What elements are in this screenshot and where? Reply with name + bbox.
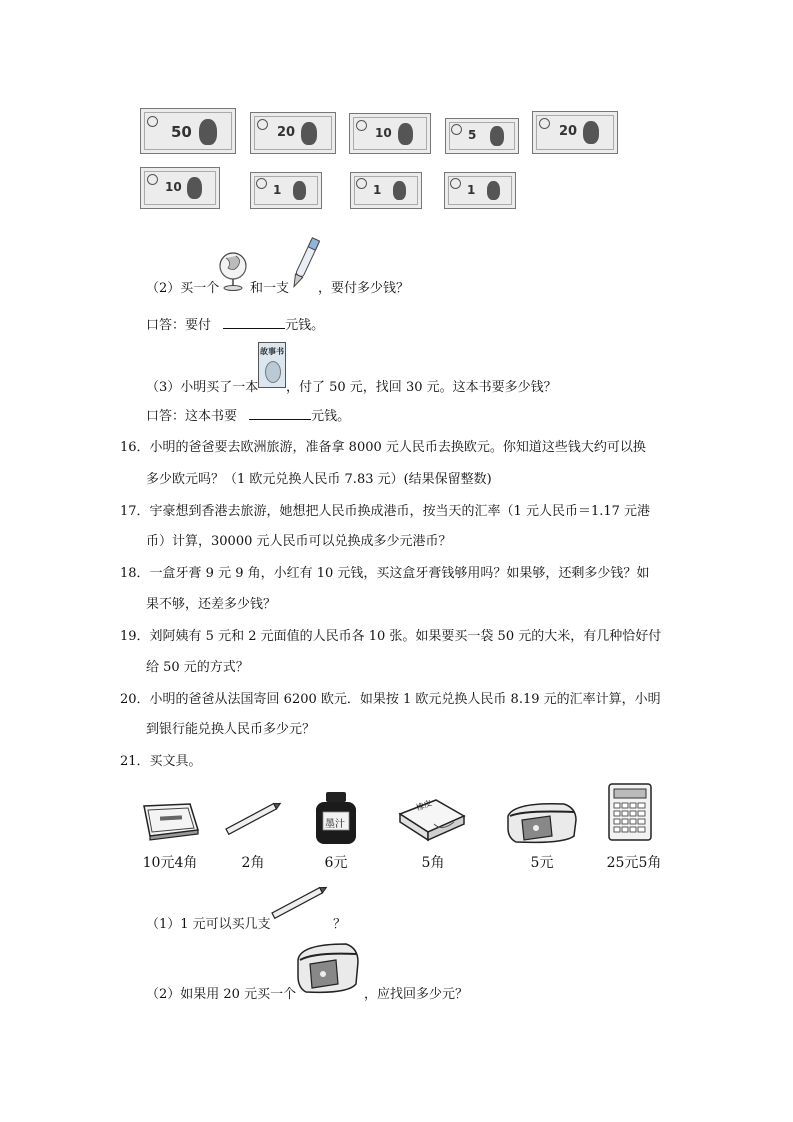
q21-part2-pre: （2）如果用 20 元买一个	[146, 987, 297, 1002]
price-ink: 6元	[324, 855, 348, 871]
banknote: 1	[350, 172, 422, 209]
question-19-line1: 19．刘阿姨有 5 元和 2 元面值的人民币各 10 张。如果要买一袋 50 元的大米，有几种恰好付	[120, 629, 662, 644]
question-21-title: 21．买文具。	[120, 754, 202, 769]
ink-label: 墨汁	[325, 819, 345, 830]
pencil-icon	[220, 800, 286, 836]
q15-part2-mid: 和一支	[250, 281, 290, 296]
calculator-icon	[607, 782, 653, 842]
q21-part2-post: ，应找回多少元？	[364, 987, 469, 1002]
question-18-line1: 18．一盒牙膏 9 元 9 角，小红有 10 元钱，买这盒牙膏钱够用吗？如果够，还剩多少钱？如	[120, 566, 650, 581]
question-20-line2: 到银行能兑换人民币多少元？	[146, 722, 316, 737]
price-eraser: 5角	[421, 855, 445, 871]
banknote: 1	[444, 172, 516, 209]
q21-part1-post: ？	[333, 917, 347, 932]
q15-part2-post: ，要付多少钱？	[318, 281, 410, 296]
q21-part1-pre: （1）1 元可以买几支	[146, 917, 271, 932]
pencil-bag-icon	[292, 940, 362, 996]
q15-part3-pre: （3）小明买了一本	[146, 380, 259, 395]
banknote: 20	[250, 112, 336, 154]
question-20-line1: 20．小明的爸爸从法国寄回 6200 欧元．如果按 1 欧元兑换人民币 8.19 元的汇率计算，小明	[120, 692, 661, 707]
banknote: 20	[532, 111, 618, 154]
banknote: 5	[445, 118, 519, 154]
eraser-label: 橡皮	[414, 798, 434, 813]
question-16-line2: 多少欧元吗？（1 欧元兑换人民币 7.83 元）(结果保留整数)	[146, 472, 492, 487]
question-17-line2: 币）计算，30000 元人民币可以兑换成多少元港币？	[146, 534, 452, 549]
q15-part3-post: ，付了 50 元，找回 30 元。这本书要多少钱？	[286, 380, 557, 395]
story-book-icon: 故事书	[258, 342, 286, 388]
pencil-icon	[266, 884, 332, 920]
answer-blank[interactable]	[249, 419, 311, 420]
price-pencil-case: 10元4角	[142, 855, 198, 871]
price-calculator: 25元5角	[606, 855, 662, 871]
banknote: 1	[250, 172, 322, 209]
banknote: 50	[140, 108, 236, 154]
price-pencil-bag: 5元	[530, 855, 554, 871]
pencil-bag-icon	[504, 800, 580, 846]
banknote: 10	[349, 113, 431, 154]
question-19-line2: 给 50 元的方式？	[146, 660, 249, 675]
answer-blank[interactable]	[223, 328, 285, 329]
q15-part2-line: （2）买一个	[146, 281, 220, 296]
globe-icon	[216, 248, 250, 294]
q15-part3-answer: 口答：这本书要 元钱。	[146, 409, 351, 424]
banknote: 10	[140, 167, 220, 209]
question-16-line1: 16．小明的爸爸要去欧洲旅游，准备拿 8000 元人民币去换欧元。你知道这些钱大约可以换	[120, 440, 646, 455]
price-pencil: 2角	[241, 855, 265, 871]
pen-icon	[290, 233, 320, 293]
question-18-line2: 果不够，还差多少钱？	[146, 597, 277, 612]
pencil-case-icon	[140, 800, 202, 842]
q15-part2-answer: 口答：要付 元钱。	[146, 318, 325, 333]
question-17-line1: 17．宇豪想到香港去旅游，她想把人民币换成港币，按当天的汇率（1 元人民币＝1.17 元港	[120, 504, 651, 519]
